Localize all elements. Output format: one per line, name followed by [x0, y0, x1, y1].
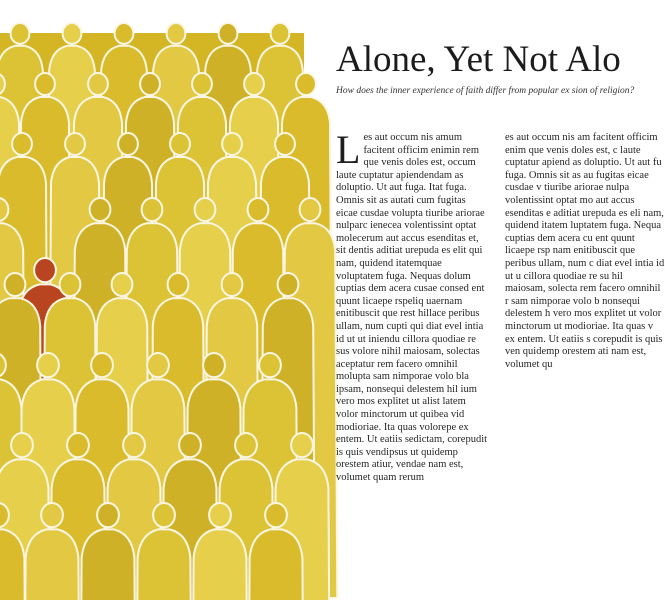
column-1-text: es aut occum nis amum facitent officim enimin rem que venis doles est, occum laute cuptatur apiendendam as doluptio. Ut aut fuga. Itat fuga. Omnis sit as autati cum fugitas eicae cusdae volupta tiuribe ariorae nulparc ienecea volentissint optat molecerum aut accus esenditas et, sit dentis aditiat urepuda es elit qui nam, quidend itatemquae voluptatem fuga. Nequas dolum cuptias dem acera cusae consed ent quunt licaepe rspeliq uaernam enitibuscit que rest hillace peribus ullam, num cupti qui diat evel intia id ut ut iniendu cillora quodiae re sus volore nihil maiosam, solectas aceptatur rem facero omnihil molupta sam nimporae volo bla ipsam, nonsequi delestem hil ium vero mos explitet ut alist latem volor minctorum ut quibea vid modioriae. Ita quas volorepe ex entem. Ut eatiis sedictam, corepudit is quis vendipsus ut quidemp orestem atiur, vendae nam est, volumet quam rerum	[336, 132, 488, 484]
article-title: Alone, Yet Not Alo	[336, 39, 621, 80]
article-dek: How does the inner experience of faith differ from popular ex sion of religion?	[336, 86, 635, 96]
crowd-illustration	[0, 33, 304, 568]
drop-cap: L	[336, 127, 361, 172]
body-column-1	[336, 127, 488, 485]
body-column-2: es aut occum nis am facitent officim enim que venis doles est, c laute cuptatur apiend as doluptio. Ut aut fu fuga. Omnis sit as au fugitas eicae cusdae v tiuribe ariorae nulpa volentissint optat mo aut accus esenditas e aditiat urepuda es eli nam, quidend itatem luptatem fuga. Nequa cuptias dem acera cu ent quunt licaepe rsp nam enitibuscit que peribus ullam, num c diat evel intia id ut u cillora quodiae re su hil maiosam, solecta rem facero omnihil r sam nimporae volo b nonsequi delestem h vero mos explitet ut volor minctorum ut modioriae. Ita quas v ex entem. Ut eatiis s corepudit is quis ven quidemp orestem ati nam est, volumet qu	[505, 132, 665, 370]
crowd-figures	[0, 33, 304, 568]
